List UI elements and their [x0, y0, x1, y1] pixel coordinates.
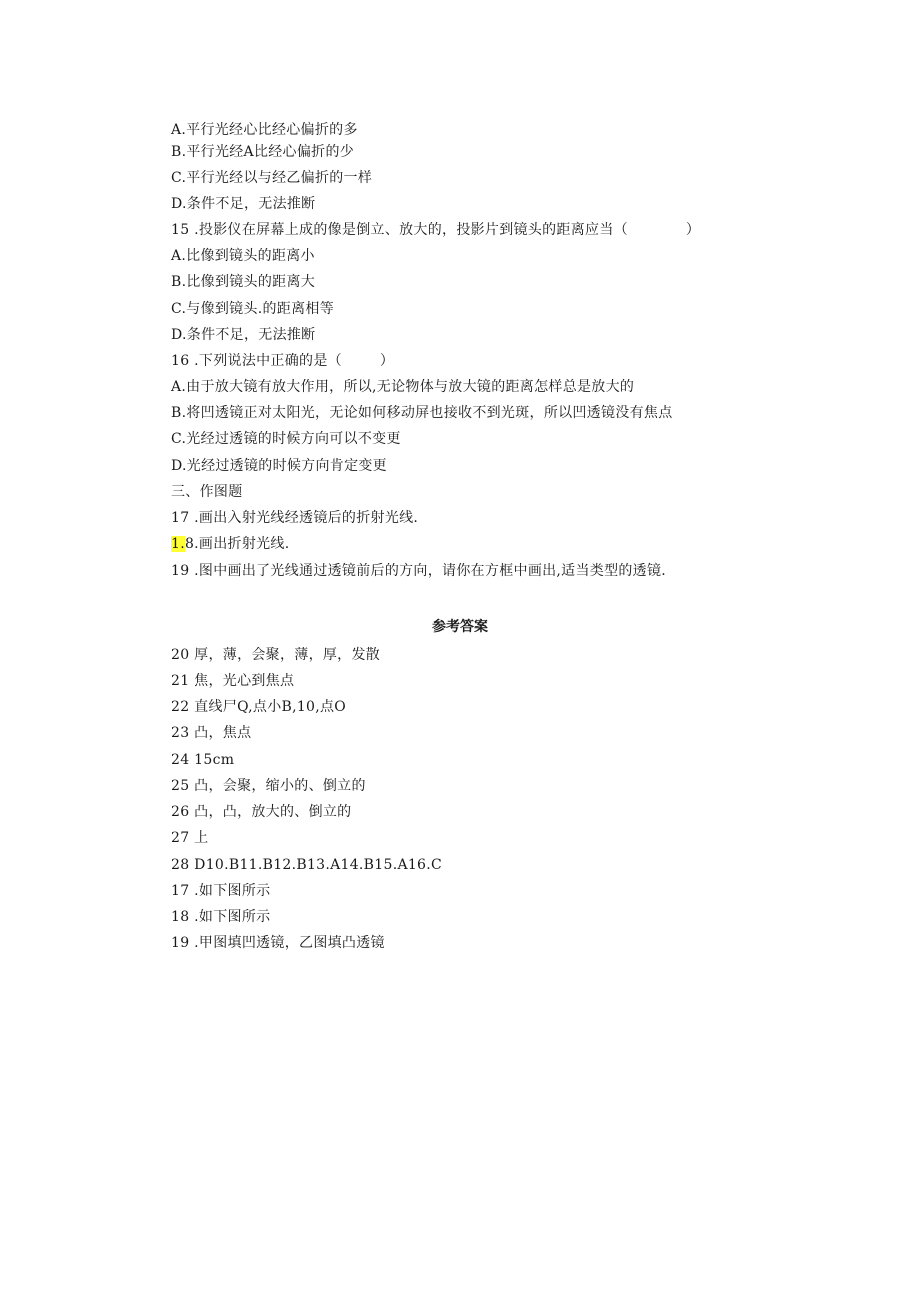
q16-stem-close: ）	[379, 353, 395, 369]
answer-item: 18 .如下图所示	[171, 909, 271, 925]
answer-item: 17 .如下图所示	[171, 883, 271, 899]
answers-title: 参考答案	[432, 619, 488, 635]
q15-stem	[171, 220, 700, 240]
q14-option-b: B.平行光经A比经心偏折的少	[171, 144, 355, 160]
highlighted-text: 1.	[171, 536, 185, 552]
q17-text: 17 .画出入射光线经透镜后的折射光线.	[171, 510, 419, 526]
q19-text: 19 .图中画出了光线通过透镜前后的方向，请你在方框中画出,适当类型的透镜.	[171, 563, 667, 579]
q15-option-d: D.条件不足，无法推断	[171, 327, 316, 343]
answer-item: 21 焦，光心到焦点	[171, 673, 295, 689]
q15-option-c: C.与像到镜头.的距离相等	[171, 301, 335, 317]
q16-option-c: C.光经过透镜的时候方向可以不变更	[171, 431, 401, 447]
q14-option-d: D.条件不足，无法推断	[171, 196, 316, 212]
q15-option-b: B.比像到镜头的距离大	[171, 274, 316, 290]
q14-option-a: A.平行光经心比经心偏折的多	[171, 122, 358, 138]
answer-item: 19 .甲图填凹透镜，乙图填凸透镜	[171, 935, 385, 951]
q16-stem-text: 16 .下列说法中正确的是（	[171, 353, 342, 369]
q16-stem	[171, 351, 394, 371]
answer-item: 25 凸，会聚，缩小的、倒立的	[171, 778, 366, 794]
q16-option-b: B.将凹透镜正对太阳光，无论如何移动屏也接收不到光斑，所以凹透镜没有焦点	[171, 405, 673, 421]
q18-rest: 8.画出折射光线.	[184, 536, 290, 552]
answer-item: 27 上	[171, 830, 209, 846]
q18-text	[171, 534, 289, 554]
q16-option-a: A.由于放大镜有放大作用，所以,无论物体与放大镜的距离怎样总是放大的	[171, 379, 635, 395]
q14-option-c: C.平行光经以与经乙偏折的一样	[171, 170, 373, 186]
section-title-drawing: 三、作图题	[171, 484, 243, 500]
q15-stem-text: 15 .投影仪在屏幕上成的像是倒立、放大的，投影片到镜头的距离应当（	[171, 222, 628, 238]
q15-stem-close: ）	[685, 222, 701, 238]
answer-item: 24 15cm	[171, 752, 235, 768]
answer-item: 20 厚，薄，会聚，薄，厚，发散	[171, 647, 381, 663]
q16-option-d: D.光经过透镜的时候方向肯定变更	[171, 458, 387, 474]
answer-item: 23 凸，焦点	[171, 725, 252, 741]
answer-item: 28 D10.B11.B12.B13.A14.B15.A16.C	[171, 857, 443, 873]
q15-option-a: A.比像到镜头的距离小	[171, 248, 315, 264]
answer-item: 22 直线尸Q,点小B,10,点O	[171, 699, 347, 715]
answer-item: 26 凸，凸，放大的、倒立的	[171, 804, 352, 820]
